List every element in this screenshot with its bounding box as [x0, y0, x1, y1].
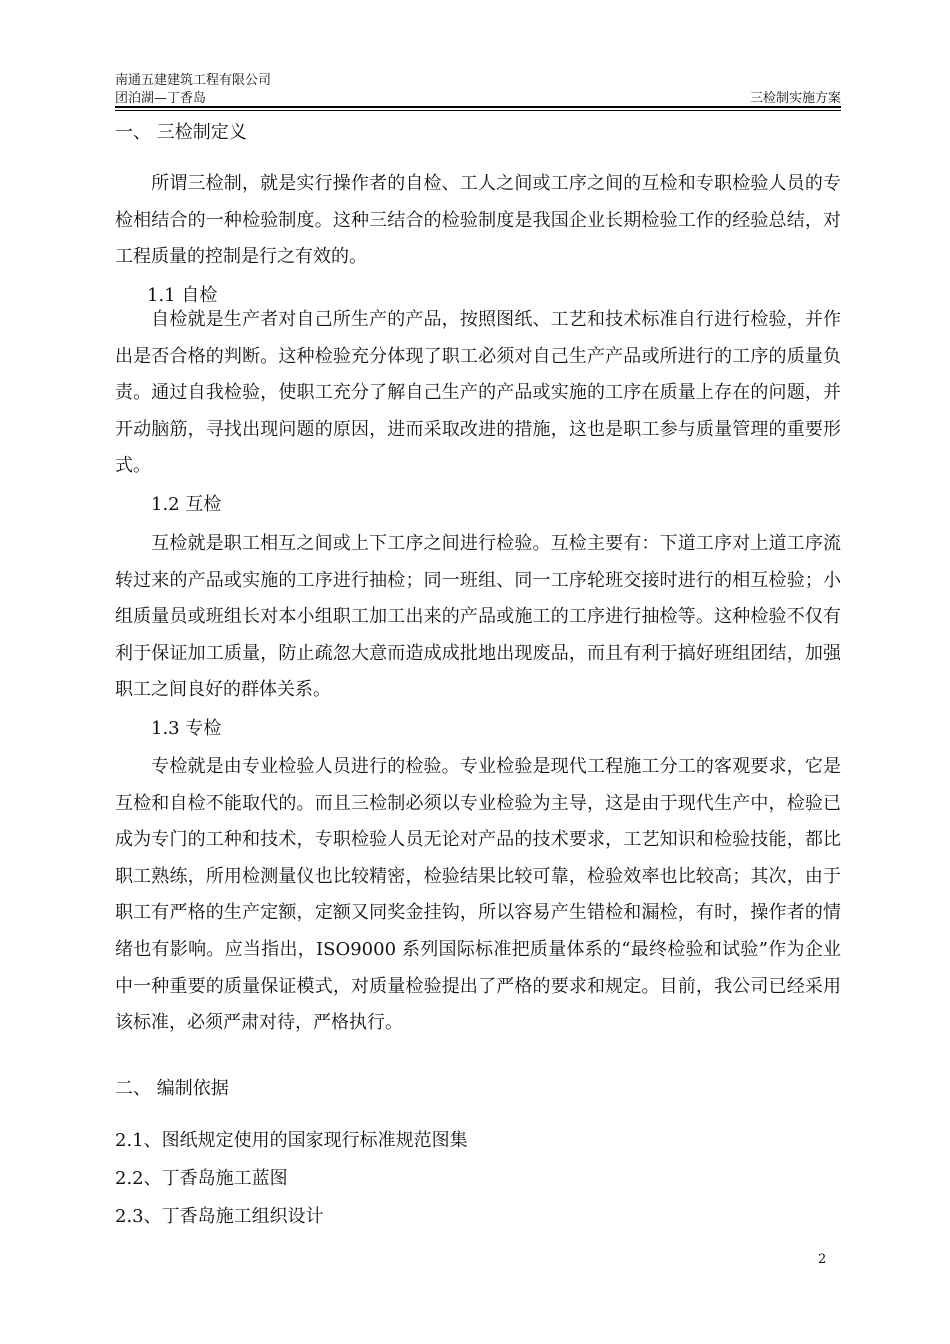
header-rule-thick [115, 106, 841, 108]
section1-heading: 一、 三检制定义 [115, 122, 247, 143]
subsection-1-1-text: 自检就是生产者对自己所生产的产品，按照图纸、工艺和技术标准自行进行检验，并作出是否合格的判断。这种检验充分体现了职工必须对自己生产产品或所进行的工序的质量负责。通过自我检验，使职工充分了解自己生产的产品或实施的工序在质量上存在的问题，并开动脑筋，寻找出现问题的原因，进而采取改进的措施，这也是职工参与质量管理的重要形式。 [115, 309, 841, 477]
header-project: 团泊湖—丁香岛 [115, 91, 207, 106]
subsection-1-2-text: 互检就是职工相互之间或上下工序之间进行检验。互检主要有：下道工序对上道工序流转过来的产品或实施的工序进行抽检；同一班组、同一工序轮班交接时进行的相互检验；小组质量员或班组长对本小组职工加工出来的产品或施工的工序进行抽检等。这种检验不仅有利于保证加工质量，防止疏忽大意而造成成批地出现废品，而且有利于搞好班组团结，加强职工之间良好的群体关系。 [115, 533, 841, 701]
subsection-1-3-paragraph [115, 749, 841, 1042]
section2-item-1: 2.1、图纸规定使用的国家现行标准规范图集 [115, 1130, 468, 1151]
section2-item-3: 2.3、丁香岛施工组织设计 [115, 1206, 324, 1227]
section2-heading: 二、 编制依据 [115, 1078, 229, 1099]
header-company: 南通五建建筑工程有限公司 [115, 73, 272, 88]
page-number: 2 [818, 1252, 827, 1267]
subsection-1-1-paragraph [115, 302, 841, 485]
header-doc-title: 三检制实施方案 [749, 91, 841, 106]
subsection-1-3-text: 专检就是由专业检验人员进行的检验。专业检验是现代工程施工分工的客观要求，它是互检和自检不能取代的。而且三检制必须以专业检验为主导，这是由于现代生产中，检验已成为专门的工种和技术，专职检验人员无论对产品的技术要求，工艺知识和检验技能，都比职工熟练，所用检测量仪也比较精密，检验结果比较可靠，检验效率也比较高；其次，由于职工有严格的生产定额，定额又同奖金挂钩，所以容易产生错检和漏检，有时，操作者的情绪也有影响。应当指出，ISO9000 系列国际标准把质量体系的“最终检验和试验”作为企业中一种重要的质量保证模式，对质量检验提出了严格的要求和规定。目前，我公司已经采用该标准，必须严肃对待，严格执行。 [115, 756, 841, 1034]
subsection-1-1-heading: 1.1 自检 [147, 285, 218, 306]
section2-item-2: 2.2、丁香岛施工蓝图 [115, 1168, 288, 1189]
section1-intro-text: 所谓三检制，就是实行操作者的自检、工人之间或工序之间的互检和专职检验人员的专检相结合的一种检验制度。这种三结合的检验制度是我国企业长期检验工作的经验总结，对工程质量的控制是行之有效的。 [115, 173, 841, 268]
subsection-1-2-paragraph [115, 526, 841, 709]
subsection-1-2-heading: 1.2 互检 [151, 494, 222, 515]
subsection-1-3-heading: 1.3 专检 [151, 718, 222, 739]
section1-intro-paragraph [115, 166, 841, 276]
header-rule-thin [115, 110, 841, 111]
